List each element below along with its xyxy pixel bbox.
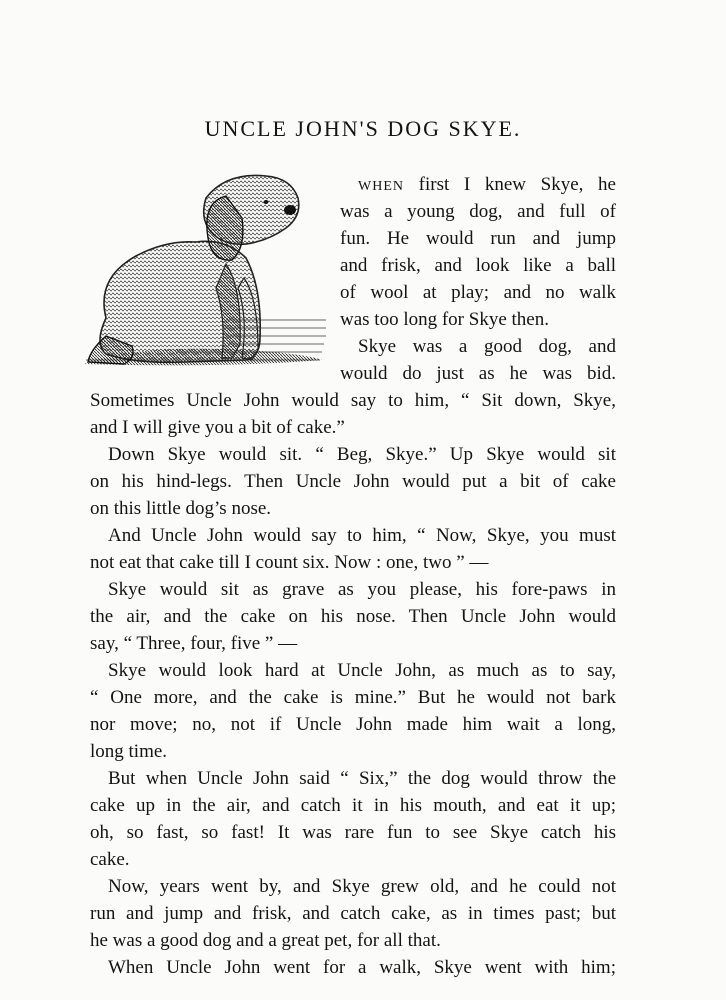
text-line: nor move; no, not if Uncle John made him wait a long, <box>90 714 616 735</box>
text-line: on this little dog’s nose. <box>90 498 272 519</box>
text-line: oh, so fast, so fast! It was rare fun to see Skye catch his <box>90 822 616 843</box>
text-line: long time. <box>90 741 168 762</box>
text-line: Sometimes Uncle John would say to him, “ Sit down, Skye, <box>90 390 616 411</box>
text-line: And Uncle John would say to him, “ Now, Skye, you must <box>108 525 616 546</box>
text-line: Now, years went by, and Skye grew old, and he could not <box>108 876 616 897</box>
text-line: Skye would look hard at Uncle John, as much as to say, <box>108 660 616 681</box>
text-line: not eat that cake till I count six. Now : one, two ” — <box>90 552 489 573</box>
text-line: on his hind-legs. Then Uncle John would put a bit of cake <box>90 471 616 492</box>
text-line: But when Uncle John said “ Six,” the dog would throw the <box>108 768 616 789</box>
text-line: Skye would sit as grave as you please, his fore-paws in <box>108 579 616 600</box>
text-line: he was a good dog and a great pet, for all that. <box>90 930 441 951</box>
text-line: “ One more, and the cake is mine.” But he would not bark <box>90 687 616 708</box>
text-line: cake. <box>90 849 130 870</box>
text-line: and I will give you a bit of cake.” <box>90 417 345 438</box>
text-line <box>358 174 616 198</box>
text-line: of wool at play; and no walk <box>340 282 616 303</box>
text-line: was a young dog, and full of <box>340 201 616 222</box>
line-text: first I knew Skye, he <box>404 174 616 195</box>
text-line: would do just as he was bid. <box>340 363 616 384</box>
text-line: Skye was a good dog, and <box>358 336 616 357</box>
dog-illustration <box>76 168 328 370</box>
text-line: was too long for Skye then. <box>340 309 549 330</box>
text-line: run and jump and frisk, and catch cake, as in times past; but <box>90 903 616 924</box>
text-line: cake up in the air, and catch it in his mouth, and eat it up; <box>90 795 616 816</box>
chapter-title: UNCLE JOHN'S DOG SKYE. <box>204 116 522 141</box>
text-line: and frisk, and look like a ball <box>340 255 616 276</box>
text-line: Down Skye would sit. “ Beg, Skye.” Up Skye would sit <box>108 444 616 465</box>
text-line: When Uncle John went for a walk, Skye went with him; <box>108 957 616 978</box>
text-line: fun. He would run and jump <box>340 228 616 249</box>
text-line: say, “ Three, four, five ” — <box>90 633 298 654</box>
small-caps-lead: WHEN <box>358 179 404 194</box>
text-line: the air, and the cake on his nose. Then Uncle John would <box>90 606 616 627</box>
